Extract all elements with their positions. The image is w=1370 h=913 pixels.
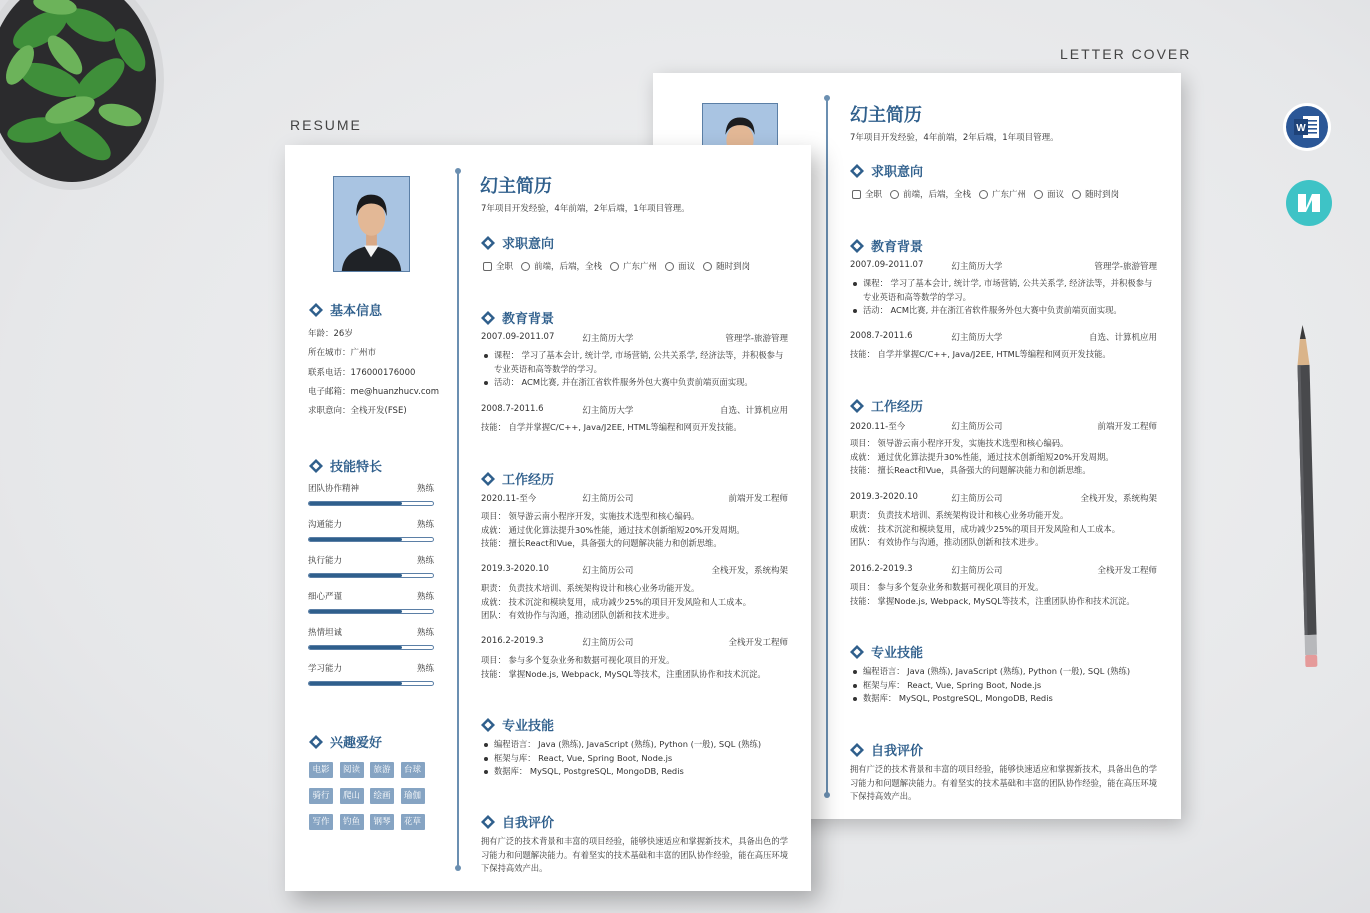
skill-level: 熟练 xyxy=(416,520,434,530)
skill-progress-bar xyxy=(308,573,434,578)
skill-level: 熟练 xyxy=(416,556,434,566)
hobby-tag: 绘画 xyxy=(370,788,394,804)
skill-name: 学习能力 xyxy=(308,664,343,674)
work-header: 2019.3-2020.10 幻主简历公司 全栈开发，系统构架 xyxy=(850,492,1157,504)
basic-info-list xyxy=(308,325,439,421)
pro-skills-list: 编程语言： Java (熟练), JavaScript (熟练), Python (一般), SQL (熟练) 框架与库： React, Vue, Spring Boot, Node.js 数据库： MySQL, PostgreSQL, MongoDB, Redis xyxy=(850,665,1160,706)
diamond-icon xyxy=(850,399,864,413)
diamond-icon xyxy=(481,236,495,250)
resume-subtitle: 7年项目开发经验，4年前端，2年后端，1年项目管理。 xyxy=(850,133,1059,143)
person-icon xyxy=(521,262,530,271)
hobby-tag: 骑行 xyxy=(309,788,333,804)
work-header: 2020.11-至今 幻主简历公司 前端开发工程师 xyxy=(481,494,788,504)
section-self-eval: 自我评价 xyxy=(481,812,554,831)
timeline-divider xyxy=(826,98,828,795)
skill-progress-fill xyxy=(309,538,402,541)
resume-label: RESUME xyxy=(290,117,362,133)
skill-bar-item xyxy=(308,590,434,614)
hobby-tag: 钓鱼 xyxy=(340,814,364,830)
phone: 联系电话：176000176000 xyxy=(308,367,416,378)
clock-icon xyxy=(703,262,712,271)
resume-title: 幻主简历 xyxy=(850,105,922,126)
hobby-tag: 花草 xyxy=(401,814,425,830)
skill-progress-bar xyxy=(308,645,434,650)
work-header: 2016.2-2019.3 幻主简历公司 全栈开发工程师 xyxy=(481,636,788,648)
skill-progress-bar xyxy=(308,609,434,614)
skill-progress-fill xyxy=(309,502,402,505)
clock-icon xyxy=(1072,190,1081,199)
section-pro-skills: 专业技能 xyxy=(850,642,923,661)
intent-row: 全职 前端，后端，全栈 广东广州 面议 随时到岗 xyxy=(483,260,750,272)
section-intent: 求职意向 xyxy=(850,161,923,180)
pro-skills-list: 编程语言： Java (熟练), JavaScript (熟练), Python (一般), SQL (熟练) 框架与库： React, Vue, Spring Boot, Node.js 数据库： MySQL, PostgreSQL, MongoDB, Redis xyxy=(481,738,791,779)
diamond-icon xyxy=(850,239,864,253)
hobby-tag: 台球 xyxy=(401,762,425,778)
timeline-divider xyxy=(457,171,459,868)
skill-bar-item xyxy=(308,482,434,506)
hobby-tag: 爬山 xyxy=(340,788,364,804)
skill-name: 热情坦诚 xyxy=(308,628,343,638)
education-header: 2008.7-2011.6 幻主简历大学 自选、计算机应用 xyxy=(481,404,788,416)
skill-progress-fill xyxy=(309,682,402,685)
job-intent: 求职意向：全栈开发(FSE) xyxy=(308,406,407,417)
skill-bar-item xyxy=(308,554,434,578)
work-details: 职责： 负责技术培训、系统架构设计和核心业务功能开发。 成就： 技术沉淀和模块复用，成功减少25%的项目开发风险和人工成本。 团队： 有效协作与沟通，推动团队创新和技术进步。 xyxy=(850,510,1120,547)
person-icon xyxy=(890,190,899,199)
jianshu-app-icon[interactable] xyxy=(1284,178,1334,228)
skill-name: 执行能力 xyxy=(308,556,343,566)
work-details: 项目： 领导游云南小程序开发，实施技术选型和核心编码。 成就： 通过优化算法提升30%性能，通过技术创新缩短20%开发周期。 技能： 擅长React和Vue，具备强大的问题解决能力和创新思维。 xyxy=(850,438,1114,475)
skill-progress-bar xyxy=(308,501,434,506)
profile-photo xyxy=(333,176,410,272)
skill-name: 细心严谨 xyxy=(308,592,343,602)
education-details: 技能： 自学并掌握C/C++, Java/J2EE, HTML等编程和网页开发技能。 xyxy=(850,349,1111,359)
skill-name: 团队协作精神 xyxy=(308,484,360,494)
email: 电子邮箱：me@huanzhucv.com xyxy=(308,386,440,397)
skill-progress-bar xyxy=(308,681,434,686)
word-app-icon[interactable] xyxy=(1282,102,1332,152)
education-header: 2008.7-2011.6 幻主简历大学 自选、计算机应用 xyxy=(850,331,1157,343)
location-icon xyxy=(979,190,988,199)
hobby-tag: 阅读 xyxy=(340,762,364,778)
section-self-eval: 自我评价 xyxy=(850,740,923,759)
diamond-icon xyxy=(850,164,864,178)
diamond-icon xyxy=(850,743,864,757)
skill-level: 熟练 xyxy=(416,592,434,602)
calendar-icon xyxy=(852,190,861,199)
city: 所在城市：广州市 xyxy=(308,348,377,359)
skill-level: 熟练 xyxy=(416,628,434,638)
skill-level: 熟练 xyxy=(416,484,434,494)
section-work: 工作经历 xyxy=(850,396,923,415)
self-eval-text: 拥有广泛的技术背景和丰富的项目经验，能够快速适应和掌握新技术，具备出色的学习能力和问题解决能力。有着坚实的技术基础和丰富的团队协作经验，能在高压环境下保持高效产出。 xyxy=(481,836,788,873)
section-work: 工作经历 xyxy=(481,469,554,488)
work-header: 2019.3-2020.10 幻主简历公司 全栈开发，系统构架 xyxy=(481,564,788,576)
education-details: 课程： 学习了基本会计, 统计学, 市场营销, 公共关系学, 经济法等，并积极参与专业英语和高等数学的学习。 活动： ACM比赛, 并在浙江省软件服务外包大赛中负责前端页面实现。 xyxy=(481,349,791,390)
hobby-tag: 电影 xyxy=(309,762,333,778)
diamond-icon xyxy=(309,735,323,749)
salary-icon xyxy=(1034,190,1043,199)
plant-decoration xyxy=(0,0,175,195)
skill-progress-bar xyxy=(308,537,434,542)
section-intent: 求职意向 xyxy=(481,233,554,252)
work-details: 项目： 参与多个复杂业务和数据可视化项目的开发。 技能： 掌握Node.js, Webpack, MySQL等技术，注重团队协作和技术沉淀。 xyxy=(850,582,1135,606)
hobby-tag: 钢琴 xyxy=(370,814,394,830)
diamond-icon xyxy=(481,718,495,732)
education-header: 2007.09-2011.07 幻主简历大学 管理学-旅游管理 xyxy=(850,260,1157,272)
diamond-icon xyxy=(309,459,323,473)
skill-level: 熟练 xyxy=(416,664,434,674)
education-details: 课程： 学习了基本会计, 统计学, 市场营销, 公共关系学, 经济法等，并积极参与专业英语和高等数学的学习。 活动： ACM比赛, 并在浙江省软件服务外包大赛中负责前端页面实现。 xyxy=(850,277,1160,318)
diamond-icon xyxy=(481,815,495,829)
resume-page xyxy=(285,145,811,891)
skill-bar-item xyxy=(308,662,434,686)
location-icon xyxy=(610,262,619,271)
education-details: 技能： 自学并掌握C/C++, Java/J2EE, HTML等编程和网页开发技能。 xyxy=(481,422,742,432)
work-details: 职责： 负责技术培训、系统架构设计和核心业务功能开发。 成就： 技术沉淀和模块复用，成功减少25%的项目开发风险和人工成本。 团队： 有效协作与沟通，推动团队创新和技术进步。 xyxy=(481,583,751,620)
work-header: 2016.2-2019.3 幻主简历公司 全栈开发工程师 xyxy=(850,564,1157,576)
education-header: 2007.09-2011.07 幻主简历大学 管理学-旅游管理 xyxy=(481,332,788,344)
hobby-tag: 瑜伽 xyxy=(401,788,425,804)
calendar-icon xyxy=(483,262,492,271)
hobby-tag: 旅游 xyxy=(370,762,394,778)
hobby-tag: 写作 xyxy=(309,814,333,830)
salary-icon xyxy=(665,262,674,271)
skill-bar-item xyxy=(308,518,434,542)
skill-name: 沟通能力 xyxy=(308,520,343,530)
skill-progress-fill xyxy=(309,610,402,613)
intent-row: 全职 前端，后端，全栈 广东广州 面议 随时到岗 xyxy=(852,188,1119,200)
diamond-icon xyxy=(481,472,495,486)
section-education: 教育背景 xyxy=(850,236,923,255)
age: 年龄：26岁 xyxy=(308,329,353,339)
skill-bar-item xyxy=(308,626,434,650)
diamond-icon xyxy=(481,311,495,325)
pencil-decoration xyxy=(1291,325,1322,670)
work-details: 项目： 参与多个复杂业务和数据可视化项目的开发。 技能： 掌握Node.js, Webpack, MySQL等技术，注重团队协作和技术沉淀。 xyxy=(481,655,766,679)
section-education: 教育背景 xyxy=(481,308,554,327)
section-pro-skills: 专业技能 xyxy=(481,715,554,734)
resume-title: 幻主简历 xyxy=(480,176,552,197)
svg-text:W: W xyxy=(1296,123,1306,134)
resume-subtitle: 7年项目开发经验，4年前端，2年后端，1年项目管理。 xyxy=(481,204,690,214)
self-eval-text: 拥有广泛的技术背景和丰富的项目经验，能够快速适应和掌握新技术，具备出色的学习能力和问题解决能力。有着坚实的技术基础和丰富的团队协作经验，能在高压环境下保持高效产出。 xyxy=(850,764,1157,801)
section-skill-strengths: 技能特长 xyxy=(309,456,382,475)
section-basic-info: 基本信息 xyxy=(309,300,382,319)
skill-progress-fill xyxy=(309,646,402,649)
letter-cover-label: LETTER COVER xyxy=(1060,46,1192,62)
work-details: 项目： 领导游云南小程序开发，实施技术选型和核心编码。 成就： 通过优化算法提升30%性能，通过技术创新缩短20%开发周期。 技能： 擅长React和Vue，具备强大的问题解决能力和创新思维。 xyxy=(481,511,745,548)
work-header: 2020.11-至今 幻主简历公司 前端开发工程师 xyxy=(850,422,1157,432)
diamond-icon xyxy=(850,645,864,659)
skill-progress-fill xyxy=(309,574,402,577)
section-hobbies: 兴趣爱好 xyxy=(309,732,382,751)
diamond-icon xyxy=(309,303,323,317)
